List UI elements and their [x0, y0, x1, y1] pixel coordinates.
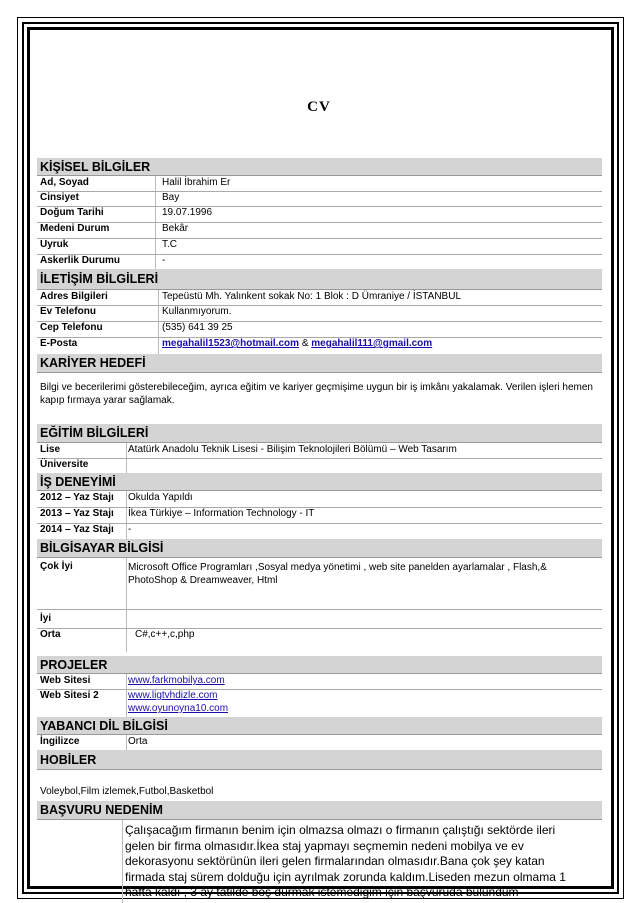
section-header-experience: İŞ DENEYİMİ — [37, 473, 602, 491]
field-label: Lise — [40, 444, 61, 455]
field-value: C#,c++,c,php — [135, 629, 195, 640]
table-row — [37, 255, 602, 269]
reason-line: gelen bir firma olmasıdır.İkea staj yapmayı seçmemin nedeni mobilya ve ev — [125, 838, 524, 853]
field-label: 2014 – Yaz Stajı — [40, 524, 114, 535]
field-label: Cinsiyet — [40, 192, 79, 203]
table-row — [37, 459, 602, 473]
table-row — [37, 338, 602, 354]
table-row — [37, 610, 602, 629]
table-row — [37, 192, 602, 207]
project-link[interactable]: www.oyunoyna10.com — [128, 703, 229, 714]
section-header-computer: BİLGİSAYAR BİLGİSİ — [37, 539, 602, 558]
email-separator: & — [301, 338, 309, 349]
table-row — [37, 508, 602, 524]
table-row — [37, 177, 602, 192]
field-value: Bay — [162, 192, 180, 203]
section-header-contact: İLETİŞİM BİLGİLERİ — [37, 269, 602, 290]
table-row — [37, 492, 602, 508]
field-label: Web Sitesi 2 — [40, 690, 99, 701]
field-label: Orta — [40, 629, 61, 640]
field-label: Uyruk — [40, 239, 69, 250]
table-row — [37, 524, 602, 539]
section-header-hobbies: HOBİLER — [37, 750, 602, 770]
reason-line: hafta kaldı , 3 ay tatilde boş durmak istemediğim için başvuruda bulundum — [125, 885, 519, 899]
field-value: Atatürk Anadolu Teknik Lisesi - Bilişim Teknolojileri Bölümü – Web Tasarım — [128, 444, 457, 455]
section-header-career: KARİYER HEDEFİ — [37, 354, 602, 373]
field-label: Ev Telefonu — [40, 306, 96, 317]
reason-line: firmada staj sürem dolduğu için ayrılmak zorunda kaldım.Liseden mezun olmama 1 — [125, 869, 566, 884]
reason-line: Çalışacağım firmanın benim için olmazsa olmazı o firmanın çalıştığı sektörde ileri — [125, 823, 556, 837]
column-divider — [122, 820, 123, 903]
cell-phone-value: (535) 641 39 25 — [162, 322, 233, 333]
table-row — [37, 736, 602, 750]
section-header-language: YABANCI DİL BİLGİSİ — [37, 717, 602, 735]
field-value: T.C — [162, 239, 177, 250]
field-label: Çok İyi — [40, 561, 73, 572]
field-label: 2013 – Yaz Stajı — [40, 508, 114, 519]
section-header-reason: BAŞVURU NEDENİM — [37, 801, 602, 820]
hobbies-text: Voleybol,Film izlemek,Futbol,Basketbol — [40, 786, 214, 797]
table-row — [37, 675, 602, 690]
field-label: 2012 – Yaz Stajı — [40, 492, 114, 503]
table-row — [37, 291, 602, 306]
career-objective-text: Bilgi ve becerilerimi gösterebileceğim, ayrıca eğitim ve kariyer geçmişime uygun bir iş imkânı yakalamak. Verilen işleri hemen kapıp fırmaya yarar sağlamak. — [40, 382, 593, 406]
field-value: İkea Türkiye – Information Technology - IT — [128, 508, 315, 519]
home-phone-value: Kullanmıyorum. — [162, 306, 232, 317]
field-label: İngilizce — [40, 736, 80, 747]
table-row — [37, 306, 602, 322]
field-label: Medeni Durum — [40, 223, 110, 234]
project-link[interactable]: www.farkmobilya.com — [128, 675, 225, 686]
table-row — [37, 322, 602, 338]
section-header-projects: PROJELER — [37, 656, 602, 674]
email-link-2[interactable]: megahalil111@gmail.com — [311, 338, 433, 349]
field-value: Bekâr — [162, 223, 189, 234]
field-value: Microsoft Office Programları ,Sosyal medya yönetimi , web site panelden ayarlamalar , Flash,& PhotoShop & Dreamweaver, Html — [128, 562, 547, 586]
table-row — [37, 239, 602, 255]
field-value: - — [162, 255, 166, 266]
project-link[interactable]: www.ligtvhdizle.com — [128, 690, 218, 701]
table-row — [37, 629, 602, 652]
field-label: Askerlik Durumu — [40, 255, 121, 266]
reason-line: dekorasyonu sektörünün ileri gelen firmalarından olmasıdır.Bana çok şey katan — [125, 854, 545, 868]
email-link-1[interactable]: megahalil1523@hotmail.com — [162, 338, 300, 349]
field-label: Ad, Soyad — [40, 177, 89, 188]
field-label: Web Sitesi — [40, 675, 91, 686]
table-row — [37, 690, 602, 717]
field-value: - — [128, 524, 132, 535]
table-row — [37, 223, 602, 239]
field-value: Halil İbrahim Er — [162, 177, 231, 188]
address-value: Tepeüstü Mh. Yalınkent sokak No: 1 Blok : D Ümraniye / İSTANBUL — [162, 291, 462, 302]
field-label: E-Posta — [40, 338, 78, 349]
field-label: Cep Telefonu — [40, 322, 103, 333]
field-value: 19.07.1996 — [162, 207, 213, 218]
field-label: Adres Bilgileri — [40, 291, 108, 302]
section-header-education: EĞİTİM BİLGİLERİ — [37, 424, 602, 443]
field-value: Okulda Yapıldı — [128, 492, 193, 503]
table-row — [37, 207, 602, 223]
page-title: CV — [307, 99, 331, 115]
field-label: Doğum Tarihi — [40, 207, 104, 218]
field-value: Orta — [128, 736, 148, 747]
field-label: İyi — [40, 613, 52, 624]
section-header-personal: KİŞİSEL BİLGİLER — [37, 158, 602, 176]
table-row — [37, 444, 602, 459]
table-row — [37, 559, 602, 610]
field-label: Üniversite — [40, 459, 89, 470]
